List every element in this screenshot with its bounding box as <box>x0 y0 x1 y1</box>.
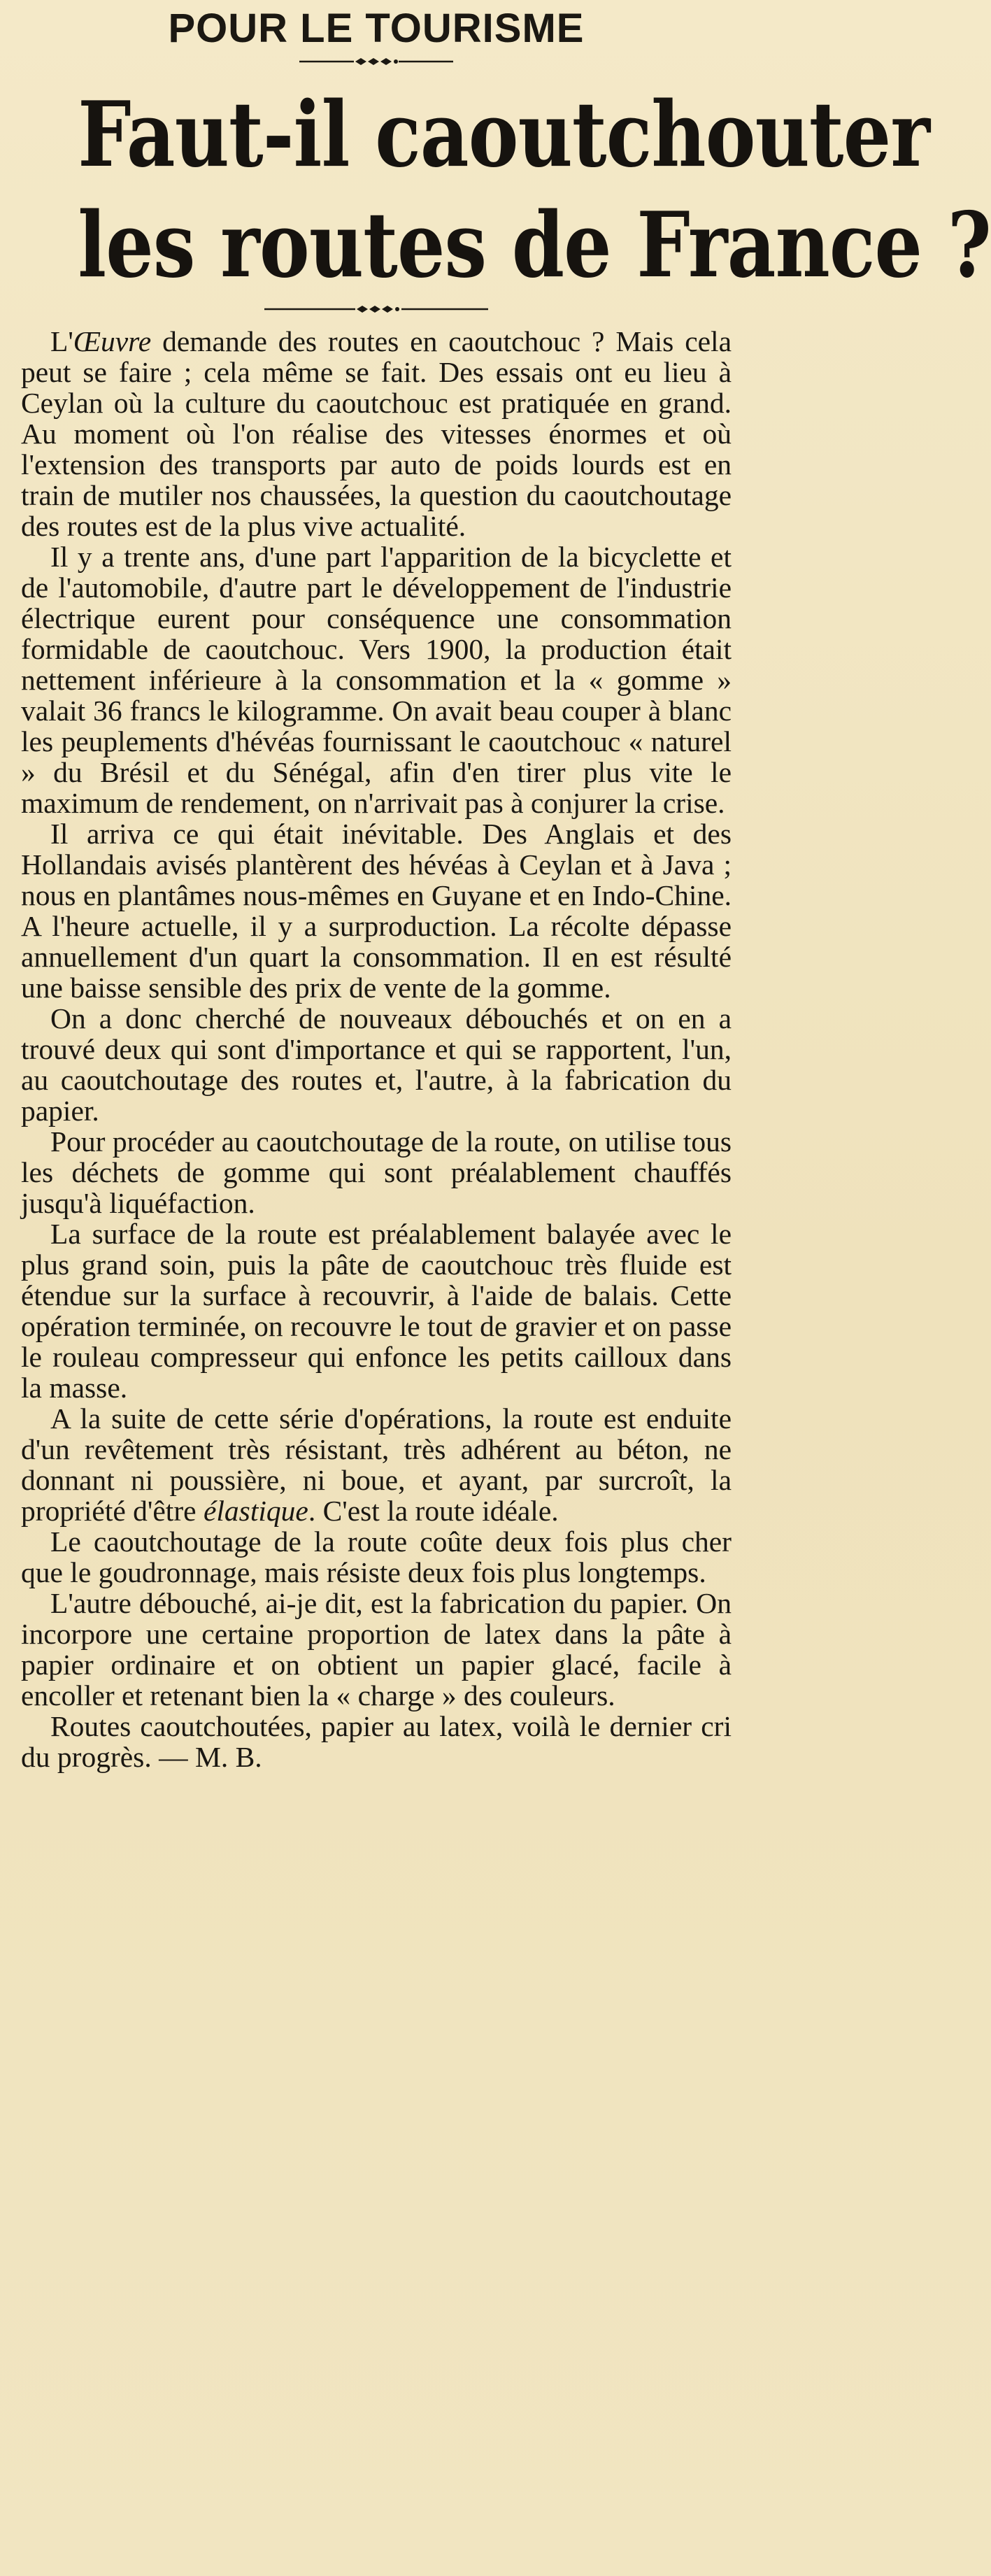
paragraph: L'Œuvre demande des routes en caoutchouc ? Mais cela peut se faire ; cela même se fait. Des essais ont eu lieu à Ceylan où la culture du caoutchouc est pratiquée en grand. Au moment où l'on réalise des vitesses énormes et où l'extension des transports par auto de poids lourds est en train de mutiler nos chaussées, la question du caoutchoutage des routes est de la plus vive actualité. <box>21 325 732 542</box>
paragraph: A la suite de cette série d'opérations, la route est enduite d'un revêtement très résistant, très adhérent au béton, ne donnant ni poussière, ni boue, et ayant, par surcroît, la propriété d'être élastique. C'est la route idéale. <box>21 1402 732 1527</box>
headline <box>78 80 991 301</box>
paragraph: La surface de la route est préalablement balayée avec le plus grand soin, puis la pâte de caoutchouc très fluide est étendue sur la surface à recouvrir, à l'aide de balais. Cette opération terminée, on recouvre le tout de gravier et on passe le rouleau compresseur qui enfonce les petits cailloux dans la masse. <box>21 1218 732 1404</box>
article-body <box>21 326 732 1772</box>
paragraph: Routes caoutchoutées, papier au latex, voilà le dernier cri du progrès. — M. B. <box>21 1710 732 1773</box>
paragraph: Pour procéder au caoutchoutage de la route, on utilise tous les déchets de gomme qui sont préalablement chauffés jusqu'à liquéfaction. <box>21 1125 732 1219</box>
paragraph: Le caoutchoutage de la route coûte deux fois plus cher que le goudronnage, mais résiste deux fois plus longtemps. <box>21 1525 732 1588</box>
ornament-divider-icon <box>264 304 488 315</box>
paragraph: Il arriva ce qui était inévitable. Des Anglais et des Hollandais avisés plantèrent des hévéas à Ceylan et à Java ; nous en plantâmes nous-mêmes en Guyane et en Indo-Chine. A l'heure actuelle, il y a surproduction. La récolte dépasse annuellement d'un quart la consommation. Il en est résulté une baisse sensible des prix de vente de la gomme. <box>21 818 732 1004</box>
ornament-divider-icon <box>299 56 453 67</box>
paragraph: On a donc cherché de nouveaux débouchés et on en a trouvé deux qui sont d'importance et qui se rapportent, l'un, au caoutchoutage des routes et, l'autre, à la fabrication du papier. <box>21 1002 732 1127</box>
paragraph: L'autre débouché, ai-je dit, est la fabrication du papier. On incorpore une certaine proportion de latex dans la pâte à papier ordinaire et on obtient un papier glacé, facile à encoller et retenant bien la « charge » des couleurs. <box>21 1587 732 1712</box>
paragraph: Il y a trente ans, d'une part l'apparition de la bicyclette et de l'automobile, d'autre part le développement de l'industrie électrique eurent pour conséquence une consommation formidable de caoutchouc. Vers 1900, la production était nettement inférieure à la consommation et la « gomme » valait 36 francs le kilogramme. On avait beau couper à blanc les peuplements d'hévéas fournissant le caoutchouc « naturel » du Brésil et du Sénégal, afin d'en tirer plus vite le maximum de rendement, on n'arrivait pas à conjurer la crise. <box>21 541 732 819</box>
headline-line-2: les routes de France ? <box>78 193 991 298</box>
rubric-heading: POUR LE TOURISME <box>168 6 585 51</box>
headline-line-1: Faut-il caoutchouter <box>78 83 930 187</box>
